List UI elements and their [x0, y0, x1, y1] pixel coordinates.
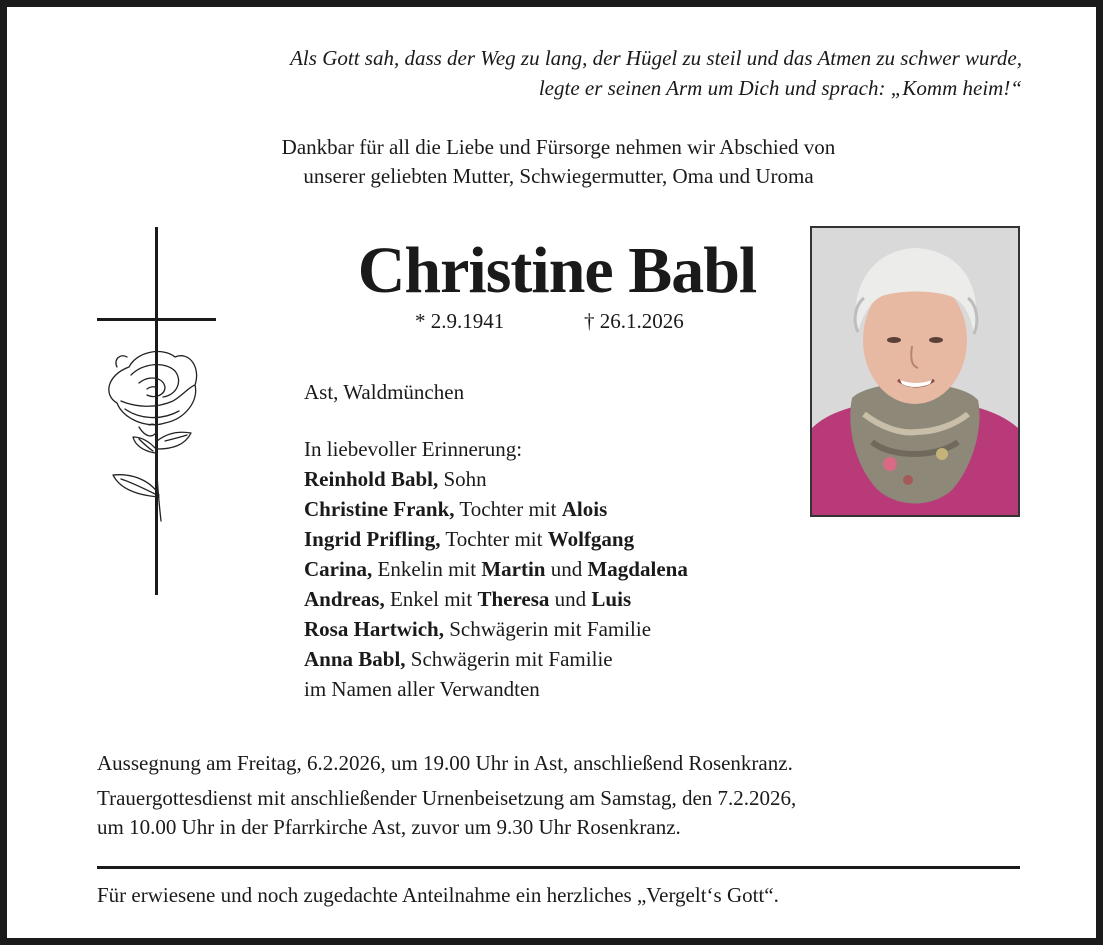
mourner-row [304, 524, 688, 554]
mourner-name: Anna Babl, [304, 647, 406, 671]
mourner-partner-2: Luis [591, 587, 632, 611]
mourner-name: Rosa Hartwich, [304, 617, 444, 641]
mourner-name: Carina, [304, 557, 373, 581]
mourner-partner: Martin [481, 557, 546, 581]
death-date: † 26.1.2026 [584, 309, 684, 333]
divider [97, 866, 1020, 869]
funeral-mass-line-2: um 10.00 Uhr in der Pfarrkirche Ast, zuvor um 9.30 Uhr Rosenkranz. [97, 815, 681, 839]
mourner-relation: Sohn [438, 467, 487, 491]
mourners-closing: im Namen aller Verwandten [304, 677, 540, 701]
quote-line-1: Als Gott sah, dass der Weg zu lang, der Hügel zu steil und das Atmen zu schwer wurde, [290, 46, 1022, 70]
mourner-partner-2: Magdalena [587, 557, 688, 581]
mourner-row [304, 614, 688, 644]
mourner-relation: Tochter mit [440, 527, 548, 551]
mourner-row [304, 494, 688, 524]
quote [67, 43, 1022, 103]
birth-date: * 2.9.1941 [415, 309, 505, 333]
mourner-conjunction: und [549, 587, 592, 611]
mourner-relation: Enkel mit [384, 587, 478, 611]
mourner-partner: Alois [561, 497, 608, 521]
place-of-residence: Ast, Waldmünchen [304, 380, 465, 404]
funeral-mass-info [97, 784, 1027, 842]
mourner-name: Andreas, [304, 587, 385, 611]
mourner-name: Ingrid Prifling, [304, 527, 441, 551]
mourner-relation: Schwägerin mit Familie [405, 647, 613, 671]
mourner-name: Christine Frank, [304, 497, 455, 521]
quote-line-2: legte er seinen Arm um Dich und sprach: „Komm heim!“ [538, 76, 1022, 100]
mourner-relation: Tochter mit [454, 497, 562, 521]
mourner-partner: Theresa [477, 587, 550, 611]
blessing-info: Aussegnung am Freitag, 6.2.2026, um 19.00 Uhr in Ast, anschließend Rosenkranz. [97, 751, 793, 775]
mourner-row [304, 584, 688, 614]
portrait-illustration [812, 228, 1018, 515]
mourner-partner: Wolfgang [547, 527, 635, 551]
mourners-heading: In liebevoller Erinnerung: [304, 437, 523, 461]
mourner-row [304, 464, 688, 494]
deceased-name: Christine Babl [357, 234, 757, 307]
mourner-conjunction: und [545, 557, 588, 581]
intro-text [7, 133, 1103, 191]
mourner-relation: Enkelin mit [372, 557, 482, 581]
cross-bar [97, 318, 216, 321]
thanks-text: Für erwiesene und noch zugedachte Anteilnahme ein herzliches „Vergelt‘s Gott“. [97, 883, 779, 907]
funeral-mass-line-1: Trauergottesdienst mit anschließender Urnenbeisetzung am Samstag, den 7.2.2026, [97, 786, 797, 810]
intro-line-1: Dankbar für all die Liebe und Fürsorge nehmen wir Abschied von [281, 135, 836, 159]
mourners-list [304, 434, 688, 704]
intro-line-2: unserer geliebten Mutter, Schwiegermutter, Oma und Uroma [303, 164, 814, 188]
mourner-row [304, 644, 688, 674]
mourner-name: Reinhold Babl, [304, 467, 439, 491]
mourner-relation: Schwägerin mit Familie [444, 617, 652, 641]
service-details [97, 749, 1027, 842]
rose-icon [99, 345, 209, 525]
portrait-photo [810, 226, 1020, 517]
mourner-row [304, 554, 688, 584]
